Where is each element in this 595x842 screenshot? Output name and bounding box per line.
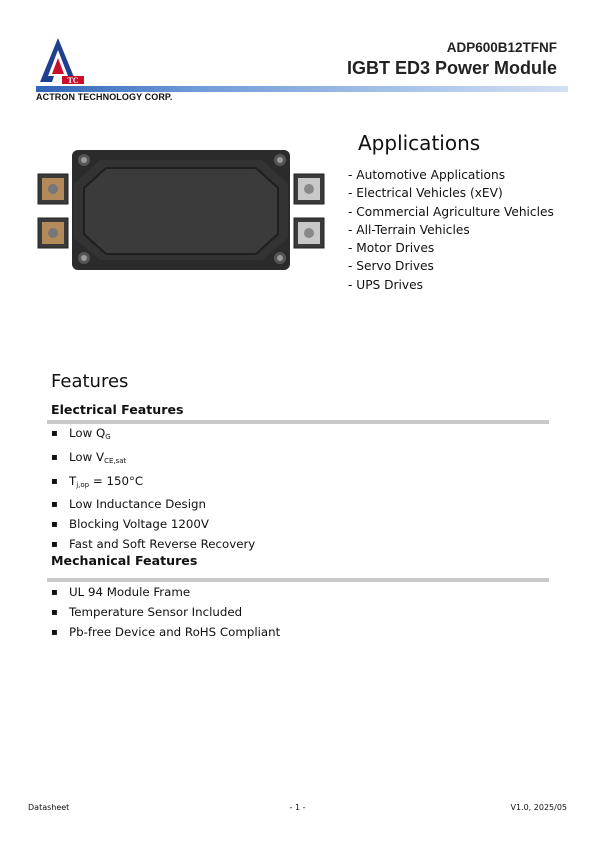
list-item: - Servo Drives	[348, 259, 434, 274]
mechanical-features-title: Mechanical Features	[51, 553, 198, 568]
bullet-icon: ▪	[51, 451, 58, 463]
bullet-icon: ▪	[51, 538, 58, 550]
company-logo	[38, 36, 84, 86]
list-item: ▪ Low Inductance Design	[51, 495, 255, 515]
section-divider	[47, 578, 549, 582]
electrical-features-list	[51, 424, 255, 555]
list-item: - Electrical Vehicles (xEV)	[348, 186, 503, 201]
applications-title: Applications	[358, 131, 481, 155]
mechanical-features-list	[51, 583, 280, 642]
bullet-icon: ▪	[51, 428, 58, 439]
part-number: ADP600B12TFNF	[446, 40, 557, 55]
list-item: ▪ $T_{j,op} = 150^\circ C$	[51, 472, 255, 496]
electrical-features-title: Electrical Features	[51, 402, 184, 417]
svg-text:TC: TC	[67, 76, 79, 85]
list-item: ▪ Low $Q_G$	[51, 424, 255, 448]
features-title: Features	[51, 371, 129, 392]
list-item: ▪ Fast and Soft Reverse Recovery	[51, 535, 255, 555]
list-item: - All-Terrain Vehicles	[348, 222, 470, 237]
applications-list	[348, 166, 554, 294]
list-item: - UPS Drives	[348, 277, 423, 292]
company-name: ACTRON TECHNOLOGY CORP.	[36, 92, 173, 102]
list-item: ▪ Blocking Voltage 1200V	[51, 515, 255, 535]
bullet-icon: ▪	[51, 499, 58, 511]
bullet-icon: ▪	[51, 587, 58, 598]
list-item: ▪ Temperature Sensor Included	[51, 603, 280, 623]
list-item: - Motor Drives	[348, 241, 435, 256]
list-item: ▪ Low $V_{CE,sat}$	[51, 448, 255, 472]
bullet-icon: ▪	[51, 626, 58, 638]
list-item: - Commercial Agriculture Vehicles	[348, 204, 554, 219]
module-photo	[30, 146, 330, 286]
list-item: - Automotive Applications	[348, 168, 506, 182]
list-item: ▪ Pb-free Device and RoHS Compliant	[51, 623, 280, 643]
bullet-icon: ▪	[51, 606, 58, 618]
bullet-icon: ▪	[51, 519, 58, 531]
product-title: IGBT ED3 Power Module	[346, 58, 557, 78]
page-number: - 1 -	[289, 803, 306, 812]
footer-left: Datasheet	[28, 803, 70, 812]
list-item: ▪ UL 94 Module Frame	[51, 583, 280, 603]
bullet-icon: ▪	[51, 475, 58, 487]
footer-version: V1.0, 2025/05	[510, 803, 567, 812]
